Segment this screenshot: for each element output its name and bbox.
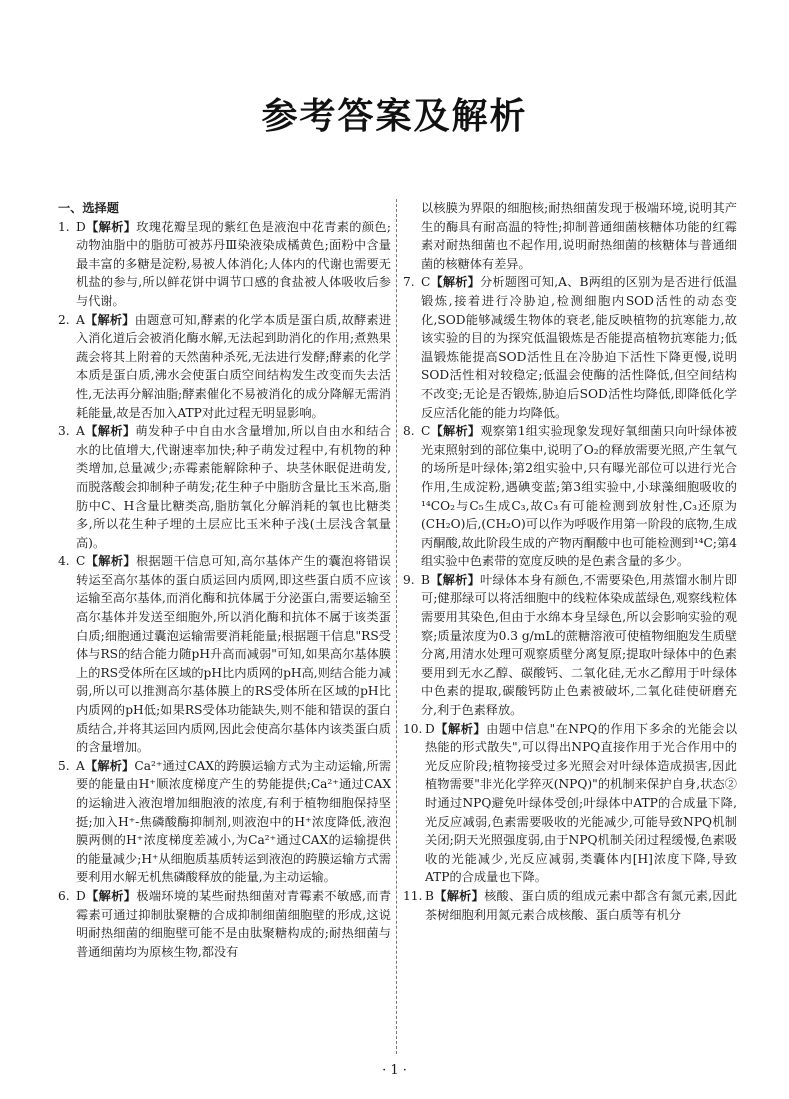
- question-number: 7.: [403, 275, 415, 290]
- question-number: 4.: [58, 554, 70, 569]
- question-11: [403, 887, 737, 924]
- answer-letter: C: [421, 424, 431, 439]
- explanation-body: 极端环境的某些耐热细菌对青霉素不敏感,而青霉素可通过抑制肽聚糖的合成抑制细菌细胞壁的形成,这说明耐热细菌的细胞壁可能不是由肽聚糖构成的;耐热细菌与普通细菌均为原核生物,都没有: [76, 888, 392, 959]
- question-number: 8.: [403, 424, 415, 439]
- right-column: [403, 199, 737, 924]
- question-number: 5.: [58, 758, 70, 773]
- left-column: [58, 199, 391, 961]
- analysis-tag: 【解析】: [85, 888, 137, 903]
- explanation-body: 分析题图可知,A、B两组的区别为是否进行低温锻炼,接着进行冷胁迫,检测细胞内SOD活性的动态变化,SOD能够减缓生物体的衰老,能反映植物的抗寒能力,故该实验的目的为探究低温锻炼是否能提高植物抗寒能力;低温锻炼能提高SOD活性且在冷胁迫下活性下降更慢,说明SOD活性相对较稳定;低温会使酶的活性降低,但空间结构不改变;无论是否锻炼,胁迫后SOD活性均降低,即降低化学反应活化能的能力均降低。: [421, 275, 738, 420]
- analysis-tag: 【解析】: [85, 554, 136, 569]
- question-number: 1.: [58, 219, 70, 234]
- analysis-tag: 【解析】: [430, 275, 481, 290]
- answer-letter: A: [76, 758, 85, 773]
- answer-letter: A: [76, 312, 85, 327]
- answer-letter: A: [76, 424, 85, 439]
- analysis-tag: 【解析】: [84, 424, 136, 439]
- question-9: [403, 571, 737, 720]
- answer-letter: D: [76, 888, 86, 903]
- answer-letter: B: [421, 572, 430, 587]
- explanation-body: 由题中信息"在NPQ的作用下多余的光能会以热能的形式散失",可以得出NPQ直接作用于光合作用中的光反应阶段;植物接受过多光照会对叶绿体造成损害,因此植物需要"非光化学猝灭(NPQ)"的机制来保护自身,状态②时通过NPQ避免叶绿体受创;叶绿体中ATP的合成量下降,光反应减弱,色素需要吸收的光能减少,可能导致NPQ机制关闭;阴天光照强度弱,由于NPQ机制关闭过程缓慢,色素吸收的光能减少,光反应减弱,类囊体内[H]浓度下降,导致ATP的合成量也下降。: [425, 721, 738, 885]
- explanation-text: [425, 887, 737, 924]
- explanation-body: Ca²⁺通过CAX的跨膜运输方式为主动运输,所需要的能量由H⁺顺浓度梯度产生的势能提供;Ca²⁺通过CAX的运输进入液泡增加细胞液的浓度,有利于植物细胞保持坚挺;加入H⁺-焦磷酸酶抑制剂,则液泡中的H⁺浓度降低,液泡膜两侧的H⁺浓度梯度差减小,为Ca²⁺通过CAX的运输提供的能量减少;H⁺从细胞质基质转运到液泡的跨膜运输方式需要利用水解无机焦磷酸释放的能量,为主动运输。: [76, 758, 392, 885]
- section-heading: 一、选择题: [58, 201, 119, 215]
- column-divider: [396, 199, 397, 1054]
- analysis-tag: 【解析】: [85, 219, 137, 234]
- explanation-body: 观察第1组实验现象发现好氧细菌只向叶绿体被光束照射到的部位集中,说明了O₂的释放需要光照,产生氧气的场所是叶绿体;第2组实验中,只有曝光部位可以进行光合作用,生成淀粉,遇碘变蓝;第3组实验中,小球藻细胞吸收的¹⁴CO₂与C₅生成C₃,故C₃有可能检测到放射性,C₃还原为(CH₂O)后,(CH₂O)可以作为呼吸作用第一阶段的底物,生成丙酮酸,故此阶段生成的产物丙酮酸中也可能检测到¹⁴C;第4组实验中色素带的宽度反映的是色素含量的多少。: [421, 424, 737, 569]
- explanation-text: [76, 887, 391, 961]
- analysis-tag: 【解析】: [434, 721, 487, 736]
- answer-letter: D: [425, 721, 435, 736]
- page-title: 参考答案及解析: [261, 96, 528, 137]
- question-4: [58, 552, 391, 757]
- explanation-text: [76, 552, 391, 757]
- question-3: [58, 422, 391, 552]
- explanation-body: 萌发种子中自由水含量增加,所以自由水和结合水的比值增大,代谢速率加快;种子萌发过程中,有机物的种类增加,总量减少;赤霉素能解除种子、块茎休眠促进萌发,而脱落酸会抑制种子萌发;花生种子中脂肪含量比玉米高,脂肪中C、H含量比糖类高,脂肪氧化分解消耗的氧也比糖类多,所以花生种子埋的土层应比玉米种子浅(土层浅含氧量高)。: [76, 424, 392, 550]
- explanation-text: [421, 273, 737, 422]
- explanation-text: [76, 311, 391, 423]
- question-number: 10.: [403, 721, 423, 736]
- explanation-text: [76, 218, 391, 311]
- question-8: [403, 422, 737, 571]
- question-1: [58, 218, 391, 311]
- question-6: [58, 887, 391, 961]
- explanation-body: 核酸、蛋白质的组成元素中都含有氮元素,因此茶树细胞利用氮元素合成核酸、蛋白质等有机分: [425, 888, 738, 922]
- answer-letter: D: [76, 219, 86, 234]
- explanation-text: [76, 757, 391, 887]
- analysis-tag: 【解析】: [429, 572, 481, 587]
- explanation-text: [76, 422, 391, 552]
- question-number: 3.: [58, 424, 70, 439]
- analysis-tag: 【解析】: [430, 424, 481, 439]
- continued-text: 以核膜为界限的细胞核;耐热细菌发现于极端环境,说明其产生的酶具有耐高温的特性;抑制普通细菌核糖体功能的红霉素对耐热细菌也不起作用,说明耐热细菌的核糖体与普通细菌的核糖体有差异。: [421, 201, 737, 271]
- explanation-text: [425, 720, 737, 887]
- explanation-body: 由题意可知,酵素的化学本质是蛋白质,故酵素进入消化道后会被消化酶水解,无法起到助消化的作用;煮熟果蔬会将其上附着的天然菌种杀死,无法进行发酵;酵素的化学本质是蛋白质,沸水会使蛋白质空间结构发生改变而失去活性,无法再分解油脂;酵素催化不易被消化的成分降解无需消耗能量,故是否加入ATP对此过程无明显影响。: [76, 312, 392, 420]
- question-7: [403, 273, 737, 422]
- analysis-tag: 【解析】: [84, 758, 135, 773]
- question-5: [58, 757, 391, 887]
- explanation-body: 叶绿体本身有颜色,不需要染色,用蒸馏水制片即可;健那绿可以将活细胞中的线粒体染成蓝绿色,观察线粒体需要用其染色,但由于水绵本身呈绿色,所以会影响实验的观察;质量浓度为0.3 g/mL的蔗糖溶液可使植物细胞发生质壁分离,用清水处理可观察质壁分离复原;提取叶绿体中的色素要用到无水乙醇、碳酸钙、二氧化硅,无水乙醇用于叶绿体中色素的提取,碳酸钙防止色素被破坏,二氧化硅使研磨充分,利于色素释放。: [421, 572, 738, 718]
- answer-letter: C: [76, 554, 86, 569]
- question-number: 11.: [403, 888, 423, 903]
- analysis-tag: 【解析】: [84, 312, 135, 327]
- explanation-body: 玫瑰花瓣呈现的紫红色是液泡中花青素的颜色;动物油脂中的脂肪可被苏丹Ⅲ染液染成橘黄色;面粉中含量最丰富的多糖是淀粉,易被人体消化;人体内的代谢也需要无机盐的参与,所以鲜花饼中调节口感的食盐被人体吸收后参与代谢。: [76, 219, 392, 308]
- question-10: [403, 720, 737, 887]
- question-number: 6.: [58, 888, 70, 903]
- answer-letter: B: [425, 888, 434, 903]
- explanation-text: [421, 571, 737, 720]
- answer-letter: C: [421, 275, 431, 290]
- question-number: 2.: [58, 312, 70, 327]
- question-number: 9.: [403, 572, 415, 587]
- explanation-text: [421, 422, 737, 571]
- page-number: · 1 ·: [382, 1063, 407, 1078]
- question-2: [58, 311, 391, 423]
- analysis-tag: 【解析】: [433, 888, 485, 903]
- explanation-body: 根据题干信息可知,高尔基体产生的囊泡将错误转运至高尔基体的蛋白质运回内质网,即这些蛋白质不应该运输至高尔基体,而消化酶和抗体属于分泌蛋白,需要运输至高尔基体并发送至细胞外,所以消化酶和抗体不属于该类蛋白质;细胞通过囊泡运输需要消耗能量;根据题干信息"RS受体与RS的结合能力随pH升高而减弱"可知,如果高尔基体膜上的RS受体所在区域的pH比内质网的pH高,则结合能力减弱,所以可以推测高尔基体膜上的RS受体所在区域的pH比内质网的pH低;如果RS受体功能缺失,则不能和错误的蛋白质结合,并将其运回内质网,因此会使高尔基体内该类蛋白质的含量增加。: [76, 554, 391, 755]
